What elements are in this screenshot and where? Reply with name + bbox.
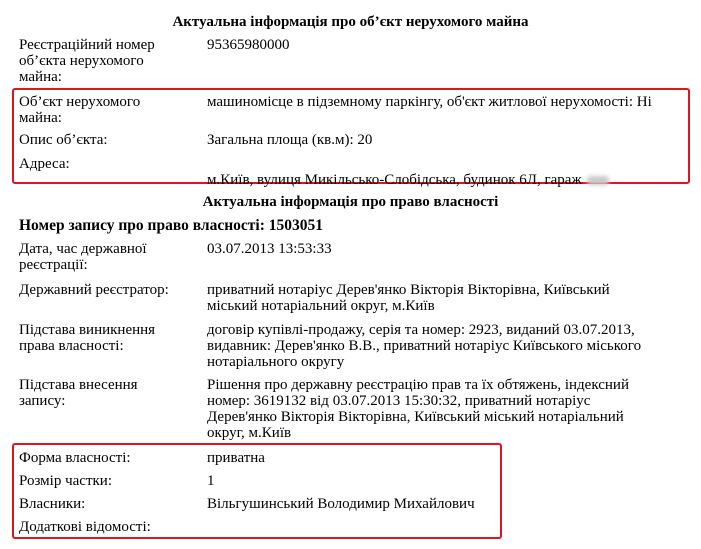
- object-label: Об’єкт нерухомого майна:: [19, 94, 141, 126]
- address-label: Адреса:: [19, 156, 70, 172]
- address-value: м.Київ, вулиця Микільсько-Слобідська, будинок 6Л, гараж: [207, 172, 582, 188]
- record-number-heading: Номер запису про право власності: 1503051: [19, 217, 324, 234]
- reg-number-value: 95365980000: [207, 37, 290, 53]
- basis-label: Підстава виникнення права власності:: [19, 322, 156, 354]
- entry-basis-value: Рішення про державну реєстрацію прав та їх обтяжень, індексний номер: 3619132 від 03.07.2013 15:30:32, приватний нотаріус Дерев'янко Вікторія Вікторівна, Київський міський нотаріальний округ, м.Київ: [207, 377, 629, 441]
- registrar-label: Державний реєстратор:: [19, 282, 169, 298]
- basis-value: договір купівлі-продажу, серія та номер: 2923, виданий 03.07.2013, видавник: Дерев'янко В.В., приватний нотаріус Київського міського нотаріального округу: [207, 322, 642, 370]
- registrar-value: приватний нотаріус Дерев'янко Вікторія Вікторівна, Київський міський нотаріальний округ, м.Київ: [207, 282, 610, 314]
- object-section-title: Актуальна інформація про об’єкт нерухомого майна: [172, 14, 529, 30]
- description-label: Опис об’єкта:: [19, 132, 108, 148]
- form-label: Форма власності:: [19, 450, 131, 466]
- share-label: Розмір частки:: [19, 473, 112, 489]
- reg-date-value: 03.07.2013 13:53:33: [207, 241, 332, 257]
- object-value: машиномісце в підземному паркінгу, об'єкт житлової нерухомості: Ні: [207, 94, 652, 110]
- extra-info-label: Додаткові відомості:: [19, 519, 151, 535]
- description-value: Загальна площа (кв.м): 20: [207, 132, 373, 148]
- owners-value: Вільгушинський Володимир Михайлович: [207, 496, 475, 512]
- reg-date-label: Дата, час державної реєстрації:: [19, 241, 147, 273]
- ownership-section-title: Актуальна інформація про право власності: [202, 194, 499, 210]
- redacted-garage-number: [587, 176, 609, 185]
- share-value: 1: [207, 473, 215, 489]
- address-row: [207, 156, 697, 188]
- owners-label: Власники:: [19, 496, 86, 512]
- reg-number-label: Реєстраційний номер об’єкта нерухомого майна:: [19, 37, 155, 85]
- entry-basis-label: Підстава внесення запису:: [19, 377, 138, 409]
- form-value: приватна: [207, 450, 265, 466]
